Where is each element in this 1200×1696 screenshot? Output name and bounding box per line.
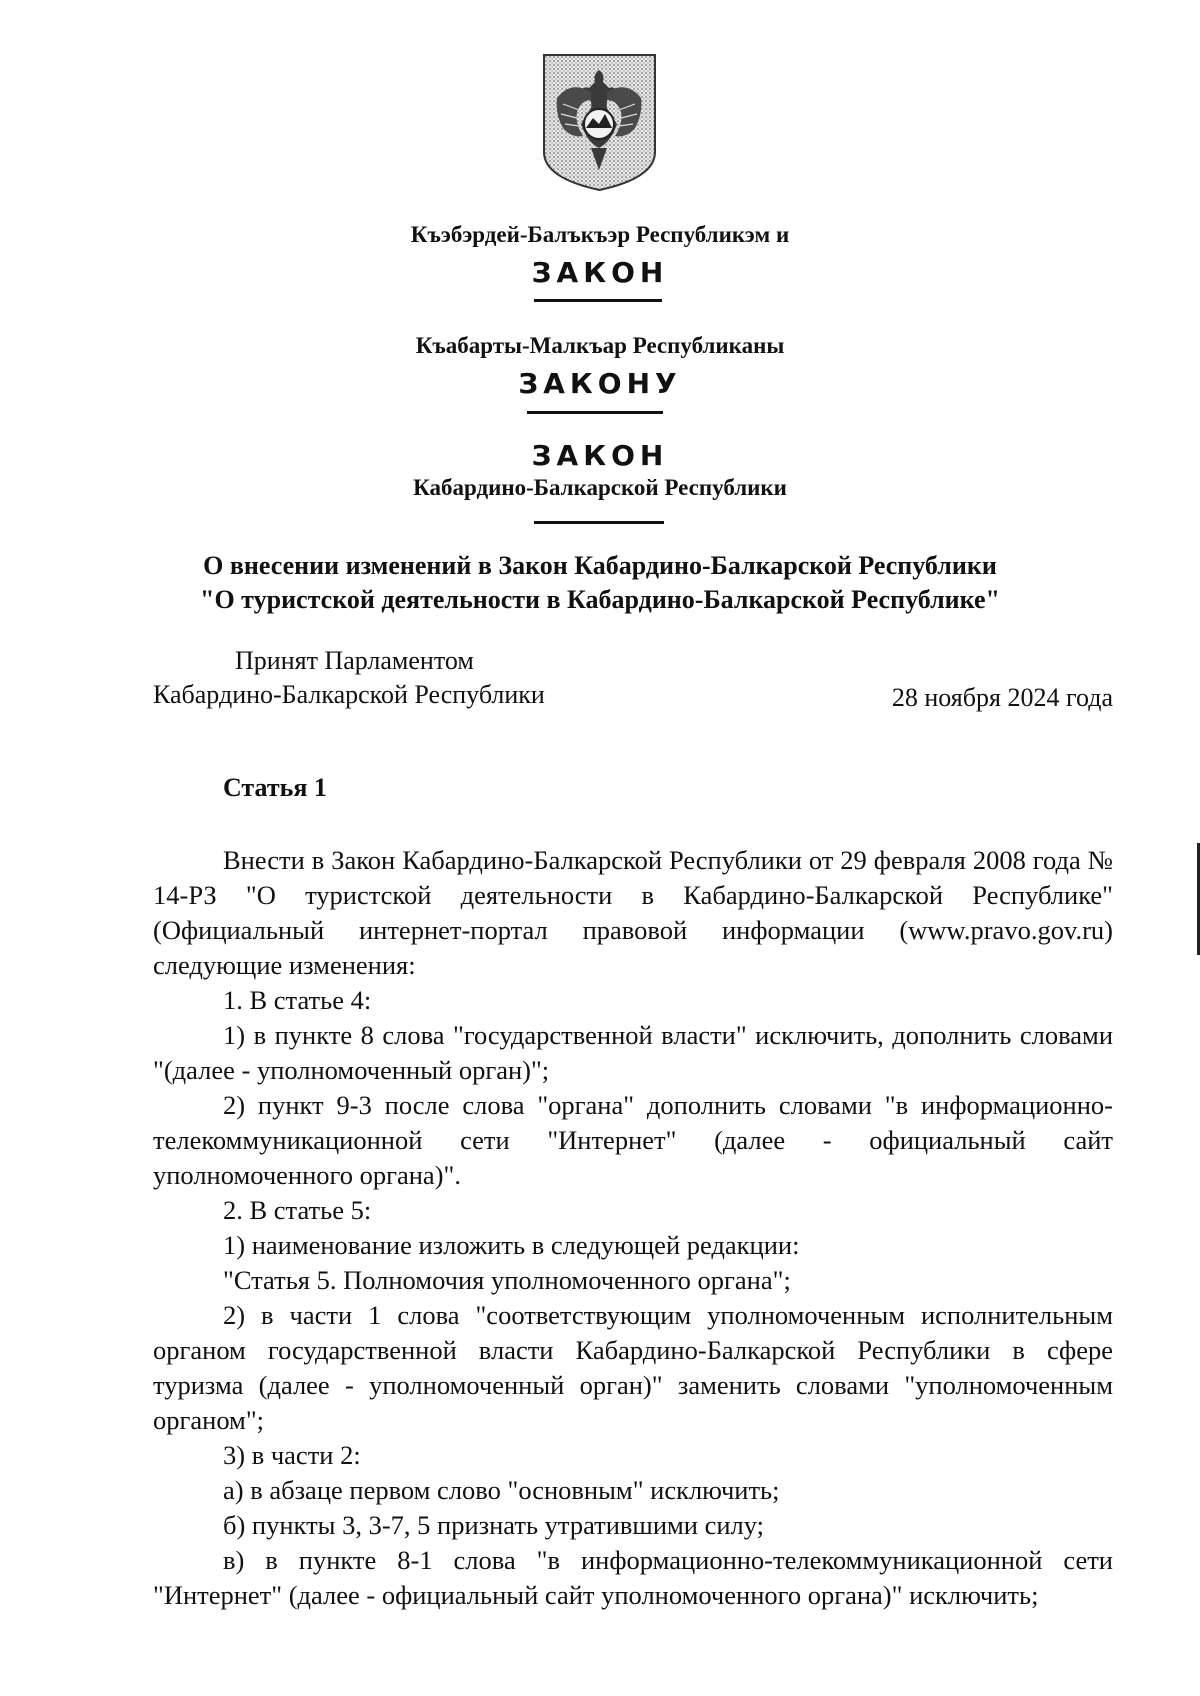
article-paragraph: "Статья 5. Полномочия уполномоченного органа"; — [223, 1265, 791, 1295]
article-paragraph: 1. В статье 4: — [223, 985, 372, 1015]
divider-rule — [534, 299, 662, 302]
kabardian-republic-heading: Къэбэрдей-Балъкъэр Республикэм и — [410, 222, 790, 247]
article-paragraph: 1) в пункте 8 слова "государственной власти" исключить, дополнить словами "(далее - уполномоченный орган)"; — [153, 1020, 1113, 1085]
article-paragraph: в) в пункте 8-1 слова "в информационно-телекоммуникационной сети "Интернет" (далее - официальный сайт уполномоченного органа)" исключить; — [153, 1545, 1113, 1610]
adoption-date: 28 ноября 2024 года — [891, 683, 1113, 712]
kabardian-law-heading: ЗАКОН — [531, 256, 669, 289]
article-title: Статья 1 — [223, 773, 327, 802]
article-paragraph: Внести в Закон Кабардино-Балкарской Республики от 29 февраля 2008 года № 14-РЗ "О туристской деятельности в Кабардино-Балкарской Республике" (Официальный интернет-портал правовой информации (www.pravo.gov.ru) следующие изменения: — [153, 845, 1113, 980]
article-paragraph: 1) наименование изложить в следующей редакции: — [223, 1230, 800, 1260]
adopted-by-line-1: Принят Парламентом — [235, 646, 474, 675]
article-paragraph: 3) в части 2: — [223, 1440, 361, 1470]
article-paragraph: б) пункты 3, 3-7, 5 признать утратившими силу; — [223, 1510, 765, 1540]
divider-rule — [527, 411, 663, 414]
article-paragraph: а) в абзаце первом слово "основным" исключить; — [223, 1475, 780, 1505]
article-paragraph: 2) в части 1 слова "соответствующим уполномоченным исполнительным органом государственной власти Кабардино-Балкарской Республики в сфере туризма (далее - уполномоченный орган)" заменить словами "уполномоченным органом"; — [153, 1300, 1113, 1435]
russian-republic-heading: Кабардино-Балкарской Республики — [413, 475, 787, 500]
coat-of-arms-emblem — [541, 52, 658, 192]
law-title-line-1: О внесении изменений в Закон Кабардино-Балкарской Республики — [203, 551, 997, 580]
balkar-law-heading: ЗАКОНУ — [518, 367, 682, 400]
article-paragraph: 2. В статье 5: — [223, 1195, 372, 1225]
article-body — [153, 843, 1113, 1613]
divider-rule — [534, 521, 664, 524]
adopted-by-line-2: Кабардино-Балкарской Республики — [153, 680, 545, 709]
law-title-line-2: "О туристской деятельности в Кабардино-Балкарской Республике" — [200, 585, 1000, 614]
article-paragraph: 2) пункт 9-3 после слова "органа" дополнить словами "в информационно-телекоммуникационной сети "Интернет" (далее - официальный сайт уполномоченного органа)". — [153, 1090, 1113, 1190]
balkar-republic-heading: Къабарты-Малкъар Республиканы — [415, 333, 785, 358]
russian-law-heading: ЗАКОН — [531, 439, 669, 472]
